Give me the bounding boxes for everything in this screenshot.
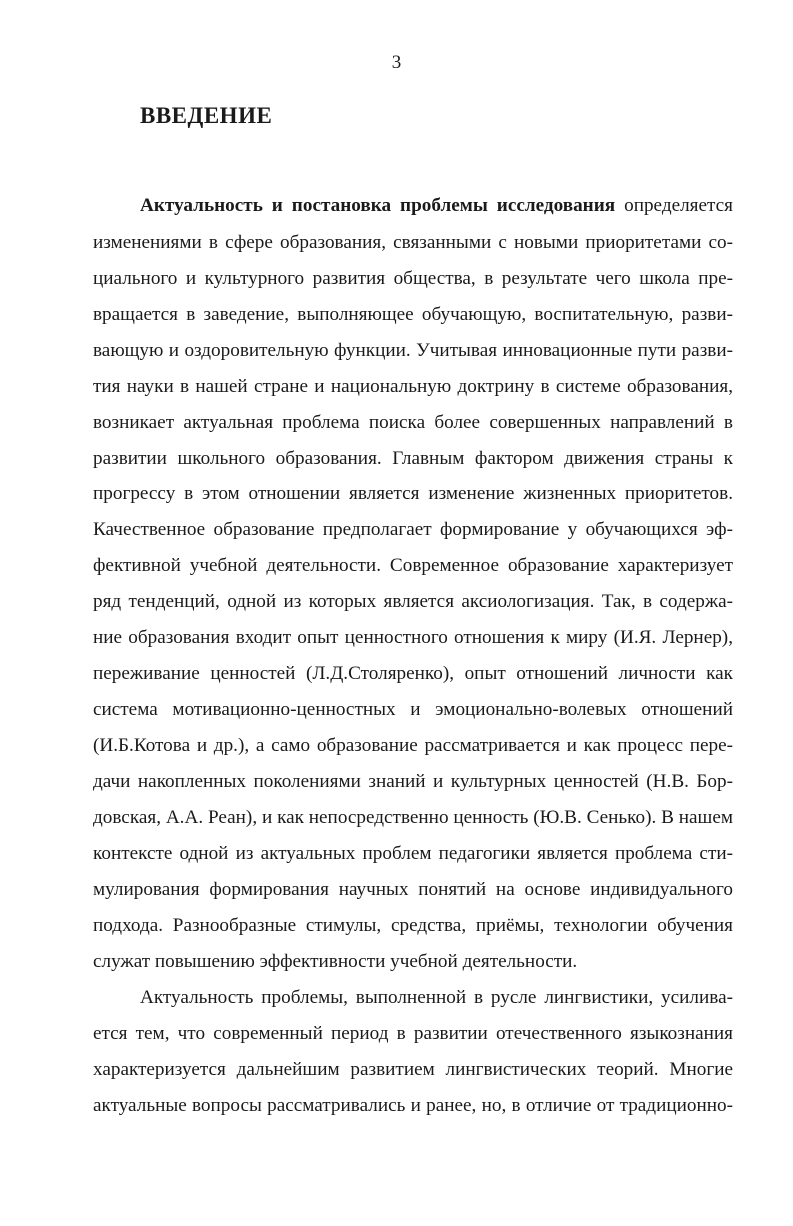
paragraph-1-line: довская, А.А. Реан), и как непосредственно ценность (Ю.В. Сенько). В нашем <box>93 807 733 828</box>
paragraph-2-line-0: Актуальность проблемы, выполненной в русле лингвистики, усилива- <box>140 987 733 1008</box>
paragraph-1-line: изменениями в сфере образования, связанными с новыми приоритетами со- <box>93 232 733 253</box>
paragraph-1-line: контексте одной из актуальных проблем педагогики является проблема сти- <box>93 843 733 864</box>
paragraph-1-line: фективной учебной деятельности. Современное образование характеризует <box>93 555 733 576</box>
paragraph-1-line: вающую и оздоровительную функции. Учитывая инновационные пути разви- <box>93 340 733 361</box>
paragraph-1-line: переживание ценностей (Л.Д.Столяренко), опыт отношений личности как <box>93 663 733 684</box>
paragraph-2-line: актуальные вопросы рассматривались и ранее, но, в отличие от традиционно- <box>93 1095 733 1116</box>
paragraph-1-line: (И.Б.Котова и др.), а само образование рассматривается и как процесс пере- <box>93 735 733 756</box>
paragraph-1-lead-bold: Актуальность и постановка проблемы исследования <box>140 195 616 216</box>
paragraph-1-line: Качественное образование предполагает формирование у обучающихся эф- <box>93 519 733 540</box>
paragraph-1-line: вращается в заведение, выполняющее обучающую, воспитательную, разви- <box>93 304 733 325</box>
paragraph-1-line: система мотивационно-ценностных и эмоционально-волевых отношений <box>93 699 733 720</box>
paragraph-2-line: характеризуется дальнейшим развитием лингвистических теорий. Многие <box>93 1059 733 1080</box>
paragraph-2-line: ется тем, что современный период в развитии отечественного языкознания <box>93 1023 733 1044</box>
paragraph-1-line: развитии школьного образования. Главным фактором движения страны к <box>93 448 733 469</box>
paragraph-1-line: возникает актуальная проблема поиска более совершенных направлений в <box>93 412 733 433</box>
paragraph-1-line: прогрессу в этом отношении является изменение жизненных приоритетов. <box>93 483 733 504</box>
page-number: 3 <box>391 52 402 73</box>
paragraph-1-line: мулирования формирования научных понятий на основе индивидуального <box>93 879 733 900</box>
paragraph-1-lead-rest: определяется <box>615 195 733 216</box>
page-title: ВВЕДЕНИЕ <box>140 103 273 128</box>
paragraph-1-line: циального и культурного развития общества, в результате чего школа пре- <box>93 268 733 289</box>
paragraph-1-line: ряд тенденций, одной из которых является аксиологизация. Так, в содержа- <box>93 591 733 612</box>
paragraph-1-line-0 <box>140 194 733 218</box>
paragraph-1-line: дачи накопленных поколениями знаний и культурных ценностей (Н.В. Бор- <box>93 771 733 792</box>
paragraph-1-line: тия науки в нашей стране и национальную доктрину в системе образования, <box>93 376 733 397</box>
paragraph-1-line: подхода. Разнообразные стимулы, средства, приёмы, технологии обучения <box>93 915 733 936</box>
paragraph-1-line: ние образования входит опыт ценностного отношения к миру (И.Я. Лернер), <box>93 627 733 648</box>
paragraph-1-line: служат повышению эффективности учебной деятельности. <box>93 951 578 972</box>
